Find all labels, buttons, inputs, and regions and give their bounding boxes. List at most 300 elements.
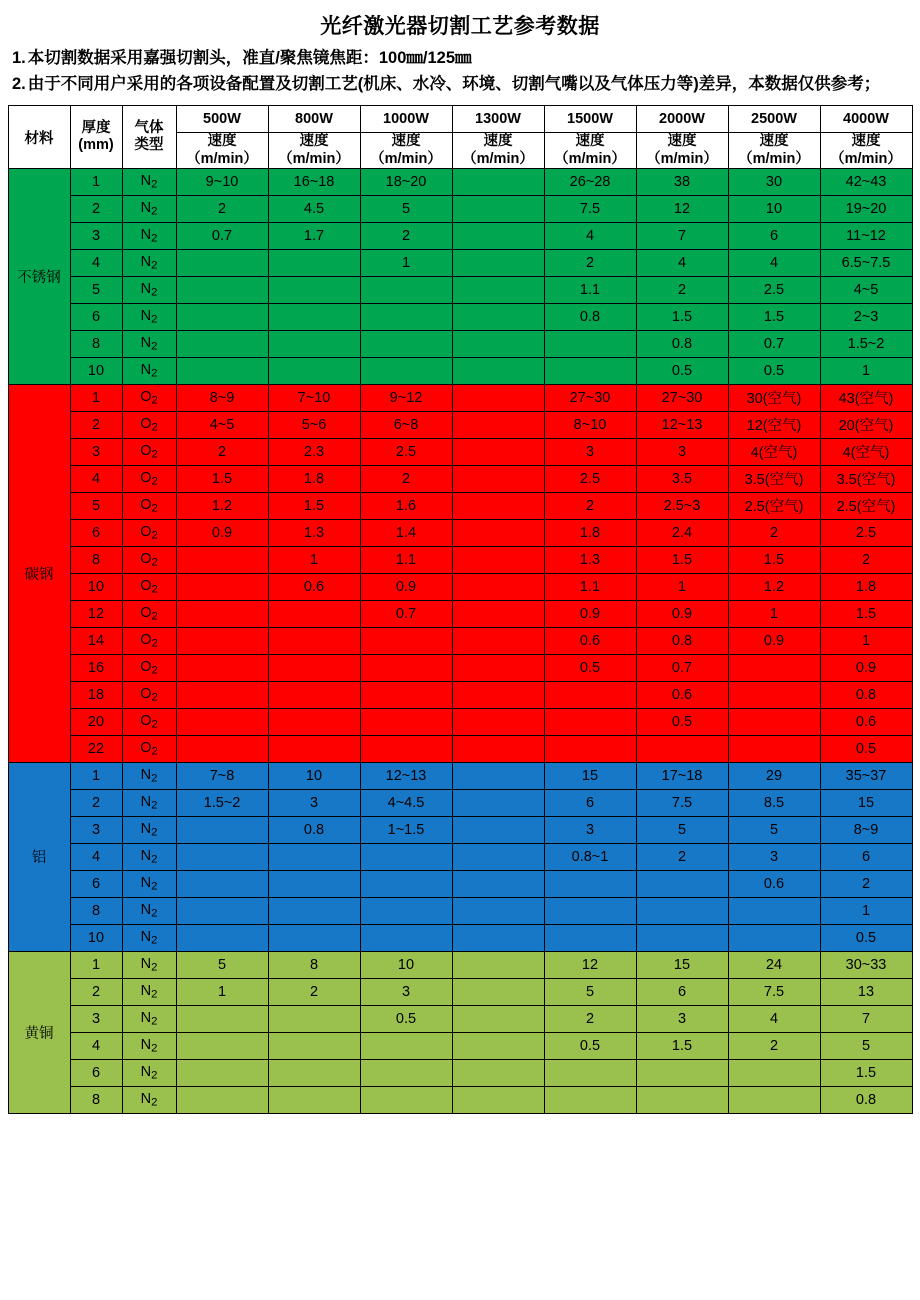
speed-cell <box>360 654 452 681</box>
thickness-cell: 6 <box>70 1059 122 1086</box>
speed-cell <box>636 870 728 897</box>
speed-cell <box>728 654 820 681</box>
speed-cell: 7.5 <box>728 978 820 1005</box>
gas-cell: $N_2$ <box>122 1005 176 1032</box>
gas-cell: $N_2$ <box>122 789 176 816</box>
speed-cell: 11~12 <box>820 222 912 249</box>
gas-cell: $O_2$ <box>122 411 176 438</box>
table-row <box>8 546 912 573</box>
gas-cell: $N_2$ <box>122 357 176 384</box>
speed-cell: 1 <box>820 627 912 654</box>
speed-cell: 1.6 <box>360 492 452 519</box>
table-row <box>8 276 912 303</box>
speed-cell: 4.5 <box>268 195 360 222</box>
header-power-4000w: 4000W <box>820 106 912 133</box>
gas-cell: $N_2$ <box>122 1086 176 1113</box>
speed-cell <box>636 1059 728 1086</box>
table-row <box>8 762 912 789</box>
speed-unit: （m/min） <box>278 150 350 167</box>
speed-cell: 20(空气) <box>820 411 912 438</box>
speed-cell <box>176 1086 268 1113</box>
gas-cell: $N_2$ <box>122 843 176 870</box>
speed-cell: 4~5 <box>176 411 268 438</box>
table-row <box>8 384 912 411</box>
header-power-1300w: 1300W <box>452 106 544 133</box>
speed-cell <box>176 600 268 627</box>
speed-cell: 26~28 <box>544 168 636 195</box>
speed-cell: 6 <box>728 222 820 249</box>
speed-cell: 1.5 <box>820 600 912 627</box>
speed-cell: 4~5 <box>820 276 912 303</box>
speed-cell: 2~3 <box>820 303 912 330</box>
speed-cell <box>268 897 360 924</box>
table-row <box>8 168 912 195</box>
speed-cell: 0.6 <box>636 681 728 708</box>
speed-cell: 3.5(空气) <box>728 465 820 492</box>
speed-label: 速度 <box>575 133 605 150</box>
speed-cell <box>452 249 544 276</box>
header-speed-800w <box>268 133 360 169</box>
speed-cell: 2.5(空气) <box>820 492 912 519</box>
speed-cell: 43(空气) <box>820 384 912 411</box>
header-speed-1000w <box>360 133 452 169</box>
table-row <box>8 978 912 1005</box>
speed-cell: 0.8 <box>636 627 728 654</box>
table-row <box>8 735 912 762</box>
speed-cell: 1.5 <box>728 303 820 330</box>
speed-cell: 7.5 <box>544 195 636 222</box>
speed-cell <box>452 870 544 897</box>
thickness-cell: 20 <box>70 708 122 735</box>
speed-cell <box>544 735 636 762</box>
speed-cell: 3 <box>636 1005 728 1032</box>
speed-cell <box>268 843 360 870</box>
speed-cell: 1.2 <box>176 492 268 519</box>
speed-cell <box>268 249 360 276</box>
speed-cell: 15 <box>544 762 636 789</box>
speed-label: 速度 <box>483 133 513 150</box>
speed-cell: 2 <box>820 870 912 897</box>
speed-cell: 1.3 <box>268 519 360 546</box>
speed-cell <box>452 438 544 465</box>
speed-cell: 1.7 <box>268 222 360 249</box>
speed-cell: 3 <box>636 438 728 465</box>
material-cell: 黄铜 <box>8 951 70 1113</box>
speed-cell: 0.8 <box>544 303 636 330</box>
speed-cell <box>268 735 360 762</box>
thickness-cell: 6 <box>70 519 122 546</box>
speed-cell: 0.9 <box>544 600 636 627</box>
speed-cell <box>268 708 360 735</box>
speed-cell <box>176 870 268 897</box>
speed-cell <box>452 843 544 870</box>
speed-cell: 9~12 <box>360 384 452 411</box>
speed-cell: 0.7 <box>728 330 820 357</box>
speed-cell: 1.5 <box>268 492 360 519</box>
table-row <box>8 195 912 222</box>
header-thickness-line1: 厚度 <box>81 120 111 137</box>
speed-cell: 1~1.5 <box>360 816 452 843</box>
note-item <box>12 46 910 72</box>
gas-cell: $N_2$ <box>122 1032 176 1059</box>
material-cell: 碳钢 <box>8 384 70 762</box>
table-row <box>8 627 912 654</box>
speed-cell: 0.9 <box>176 519 268 546</box>
speed-cell <box>360 1059 452 1086</box>
speed-cell: 4~4.5 <box>360 789 452 816</box>
gas-cell: $O_2$ <box>122 519 176 546</box>
note-number: 2. <box>12 74 26 93</box>
speed-cell <box>452 924 544 951</box>
speed-cell <box>360 735 452 762</box>
gas-cell: $O_2$ <box>122 546 176 573</box>
gas-cell: $N_2$ <box>122 168 176 195</box>
speed-cell <box>728 924 820 951</box>
speed-unit: （m/min） <box>554 150 626 167</box>
speed-cell <box>360 276 452 303</box>
speed-cell: 0.9 <box>360 573 452 600</box>
header-power-500w: 500W <box>176 106 268 133</box>
speed-cell: 13 <box>820 978 912 1005</box>
speed-cell <box>268 600 360 627</box>
speed-label: 速度 <box>391 133 421 150</box>
thickness-cell: 4 <box>70 465 122 492</box>
table-row <box>8 303 912 330</box>
speed-cell: 2 <box>636 843 728 870</box>
speed-unit: （m/min） <box>186 150 258 167</box>
speed-cell: 9~10 <box>176 168 268 195</box>
table-row <box>8 870 912 897</box>
speed-cell <box>636 924 728 951</box>
speed-cell <box>360 303 452 330</box>
speed-cell: 0.8 <box>636 330 728 357</box>
note-text: 本切割数据采用嘉强切割头，准直/聚焦镜焦距：100㎜/125㎜ <box>27 49 472 67</box>
speed-cell: 6 <box>820 843 912 870</box>
speed-cell: 19~20 <box>820 195 912 222</box>
speed-cell: 0.6 <box>544 627 636 654</box>
speed-cell <box>268 1005 360 1032</box>
speed-cell: 2 <box>176 195 268 222</box>
speed-cell: 2 <box>544 492 636 519</box>
table-header-row-power <box>8 106 912 133</box>
speed-cell: 1.3 <box>544 546 636 573</box>
speed-cell <box>728 708 820 735</box>
table-row <box>8 708 912 735</box>
gas-cell: $O_2$ <box>122 627 176 654</box>
gas-cell: $N_2$ <box>122 222 176 249</box>
speed-cell <box>268 1032 360 1059</box>
speed-cell <box>452 357 544 384</box>
speed-cell <box>452 816 544 843</box>
speed-cell: 3 <box>544 816 636 843</box>
speed-cell <box>268 1086 360 1113</box>
header-power-1500w: 1500W <box>544 106 636 133</box>
speed-cell <box>728 897 820 924</box>
table-row <box>8 519 912 546</box>
speed-cell: 2.4 <box>636 519 728 546</box>
note-item <box>12 72 910 98</box>
speed-cell <box>452 789 544 816</box>
table-row <box>8 411 912 438</box>
speed-cell: 1.1 <box>544 276 636 303</box>
material-cell: 不锈钢 <box>8 168 70 384</box>
speed-cell <box>176 546 268 573</box>
thickness-cell: 6 <box>70 303 122 330</box>
speed-cell: 2.5 <box>360 438 452 465</box>
gas-cell: $O_2$ <box>122 708 176 735</box>
table-row <box>8 1005 912 1032</box>
speed-cell <box>452 384 544 411</box>
speed-cell: 12~13 <box>636 411 728 438</box>
speed-cell <box>544 1086 636 1113</box>
table-row <box>8 897 912 924</box>
speed-cell <box>176 816 268 843</box>
speed-cell <box>268 681 360 708</box>
gas-cell: $O_2$ <box>122 465 176 492</box>
speed-cell: 1 <box>728 600 820 627</box>
speed-cell <box>360 843 452 870</box>
speed-cell: 12 <box>636 195 728 222</box>
table-row <box>8 681 912 708</box>
speed-cell: 8~9 <box>820 816 912 843</box>
header-gas-type <box>122 106 176 169</box>
speed-cell: 5 <box>820 1032 912 1059</box>
header-power-2500w: 2500W <box>728 106 820 133</box>
thickness-cell: 2 <box>70 789 122 816</box>
note-text: 由于不同用户采用的各项设备配置及切割工艺(机床、水冷、环境、切割气嘴以及气体压力等)差异，本数据仅供参考； <box>27 74 881 93</box>
thickness-cell: 10 <box>70 357 122 384</box>
speed-cell <box>176 1005 268 1032</box>
table-header <box>8 106 912 169</box>
gas-cell: $N_2$ <box>122 1059 176 1086</box>
speed-cell: 1.5 <box>728 546 820 573</box>
header-speed-2500w <box>728 133 820 169</box>
speed-cell: 0.8 <box>820 1086 912 1113</box>
gas-cell: $N_2$ <box>122 897 176 924</box>
speed-cell: 1.2 <box>728 573 820 600</box>
speed-cell: 1 <box>820 357 912 384</box>
thickness-cell: 2 <box>70 411 122 438</box>
speed-cell: 0.6 <box>268 573 360 600</box>
speed-cell: 5 <box>176 951 268 978</box>
gas-cell: $N_2$ <box>122 195 176 222</box>
speed-cell <box>176 654 268 681</box>
thickness-cell: 8 <box>70 546 122 573</box>
thickness-cell: 2 <box>70 978 122 1005</box>
table-row <box>8 654 912 681</box>
speed-cell <box>452 681 544 708</box>
table-row <box>8 1032 912 1059</box>
speed-cell <box>268 870 360 897</box>
page-title: 光纤激光器切割工艺参考数据 <box>320 15 600 38</box>
header-speed-4000w <box>820 133 912 169</box>
speed-cell: 5~6 <box>268 411 360 438</box>
speed-cell <box>360 924 452 951</box>
speed-cell <box>452 546 544 573</box>
speed-cell: 2.5~3 <box>636 492 728 519</box>
gas-cell: $O_2$ <box>122 654 176 681</box>
speed-cell <box>452 222 544 249</box>
speed-cell <box>176 627 268 654</box>
speed-cell <box>176 303 268 330</box>
table-row <box>8 1086 912 1113</box>
thickness-cell: 3 <box>70 222 122 249</box>
speed-cell <box>268 276 360 303</box>
speed-cell <box>544 681 636 708</box>
speed-cell <box>728 735 820 762</box>
speed-cell: 0.5 <box>360 1005 452 1032</box>
thickness-cell: 1 <box>70 168 122 195</box>
speed-cell <box>452 897 544 924</box>
speed-cell: 2 <box>820 546 912 573</box>
speed-unit: （m/min） <box>462 150 534 167</box>
speed-cell <box>452 465 544 492</box>
speed-cell: 0.7 <box>176 222 268 249</box>
thickness-cell: 16 <box>70 654 122 681</box>
speed-unit: （m/min） <box>830 150 902 167</box>
speed-cell: 1.5 <box>636 546 728 573</box>
thickness-cell: 5 <box>70 492 122 519</box>
speed-cell: 1.5 <box>176 465 268 492</box>
speed-cell: 27~30 <box>636 384 728 411</box>
speed-cell <box>636 897 728 924</box>
speed-cell: 15 <box>820 789 912 816</box>
speed-cell <box>452 1032 544 1059</box>
header-speed-2000w <box>636 133 728 169</box>
speed-cell: 10 <box>728 195 820 222</box>
thickness-cell: 18 <box>70 681 122 708</box>
speed-cell: 2.5 <box>728 276 820 303</box>
speed-cell: 1.1 <box>360 546 452 573</box>
speed-cell <box>544 870 636 897</box>
table-row <box>8 438 912 465</box>
speed-cell: 1.1 <box>544 573 636 600</box>
speed-cell <box>452 627 544 654</box>
header-thickness-line2: (mm) <box>78 137 114 154</box>
thickness-cell: 4 <box>70 1032 122 1059</box>
speed-cell: 6 <box>636 978 728 1005</box>
speed-cell: 6.5~7.5 <box>820 249 912 276</box>
thickness-cell: 3 <box>70 1005 122 1032</box>
thickness-cell: 22 <box>70 735 122 762</box>
speed-cell: 0.7 <box>360 600 452 627</box>
thickness-cell: 1 <box>70 384 122 411</box>
speed-cell <box>268 1059 360 1086</box>
table-row <box>8 816 912 843</box>
table-row <box>8 330 912 357</box>
speed-cell: 2 <box>176 438 268 465</box>
speed-cell <box>636 1086 728 1113</box>
speed-cell <box>452 1059 544 1086</box>
thickness-cell: 4 <box>70 249 122 276</box>
table-row <box>8 573 912 600</box>
speed-cell: 2 <box>268 978 360 1005</box>
speed-cell <box>728 681 820 708</box>
speed-cell: 1.8 <box>268 465 360 492</box>
speed-cell: 8 <box>268 951 360 978</box>
speed-cell: 7 <box>820 1005 912 1032</box>
speed-cell <box>544 330 636 357</box>
speed-cell <box>268 357 360 384</box>
speed-cell: 24 <box>728 951 820 978</box>
speed-cell <box>452 735 544 762</box>
speed-cell: 2.5 <box>544 465 636 492</box>
table-row <box>8 1059 912 1086</box>
speed-cell: 5 <box>636 816 728 843</box>
speed-cell: 17~18 <box>636 762 728 789</box>
speed-cell <box>268 924 360 951</box>
speed-cell <box>544 357 636 384</box>
speed-cell: 2 <box>360 222 452 249</box>
speed-label: 速度 <box>299 133 329 150</box>
speed-cell <box>268 330 360 357</box>
speed-cell: 6 <box>544 789 636 816</box>
table-row <box>8 600 912 627</box>
speed-cell: 3.5 <box>636 465 728 492</box>
speed-cell: 1.5 <box>820 1059 912 1086</box>
speed-cell <box>176 843 268 870</box>
speed-cell: 29 <box>728 762 820 789</box>
speed-cell: 1 <box>268 546 360 573</box>
speed-cell: 0.5 <box>636 357 728 384</box>
gas-cell: $N_2$ <box>122 762 176 789</box>
table-row <box>8 465 912 492</box>
gas-cell: $O_2$ <box>122 492 176 519</box>
speed-cell <box>176 1059 268 1086</box>
table-row <box>8 924 912 951</box>
speed-cell <box>452 411 544 438</box>
speed-cell: 30 <box>728 168 820 195</box>
speed-cell <box>176 735 268 762</box>
speed-label: 速度 <box>207 133 237 150</box>
speed-cell: 8~10 <box>544 411 636 438</box>
speed-cell: 0.8 <box>820 681 912 708</box>
table-body <box>8 168 912 1113</box>
speed-cell <box>176 573 268 600</box>
speed-cell: 4 <box>728 249 820 276</box>
speed-cell <box>452 573 544 600</box>
gas-cell: $O_2$ <box>122 384 176 411</box>
speed-cell <box>452 195 544 222</box>
speed-cell: 4(空气) <box>820 438 912 465</box>
speed-cell: 7~8 <box>176 762 268 789</box>
thickness-cell: 14 <box>70 627 122 654</box>
speed-cell <box>268 654 360 681</box>
speed-cell: 2 <box>544 249 636 276</box>
thickness-cell: 12 <box>70 600 122 627</box>
gas-cell: $O_2$ <box>122 681 176 708</box>
table-row <box>8 951 912 978</box>
speed-cell: 1.5 <box>636 1032 728 1059</box>
gas-cell: $N_2$ <box>122 330 176 357</box>
speed-cell <box>452 303 544 330</box>
speed-cell: 8~9 <box>176 384 268 411</box>
speed-cell <box>360 681 452 708</box>
speed-cell: 1.5~2 <box>176 789 268 816</box>
header-material: 材料 <box>8 106 70 169</box>
thickness-cell: 5 <box>70 276 122 303</box>
speed-cell: 0.5 <box>820 924 912 951</box>
speed-cell: 1 <box>820 897 912 924</box>
table-row <box>8 492 912 519</box>
speed-cell <box>452 708 544 735</box>
header-power-800w: 800W <box>268 106 360 133</box>
thickness-cell: 1 <box>70 951 122 978</box>
speed-cell <box>544 708 636 735</box>
speed-cell <box>452 762 544 789</box>
header-speed-1500w <box>544 133 636 169</box>
speed-cell: 1 <box>360 249 452 276</box>
